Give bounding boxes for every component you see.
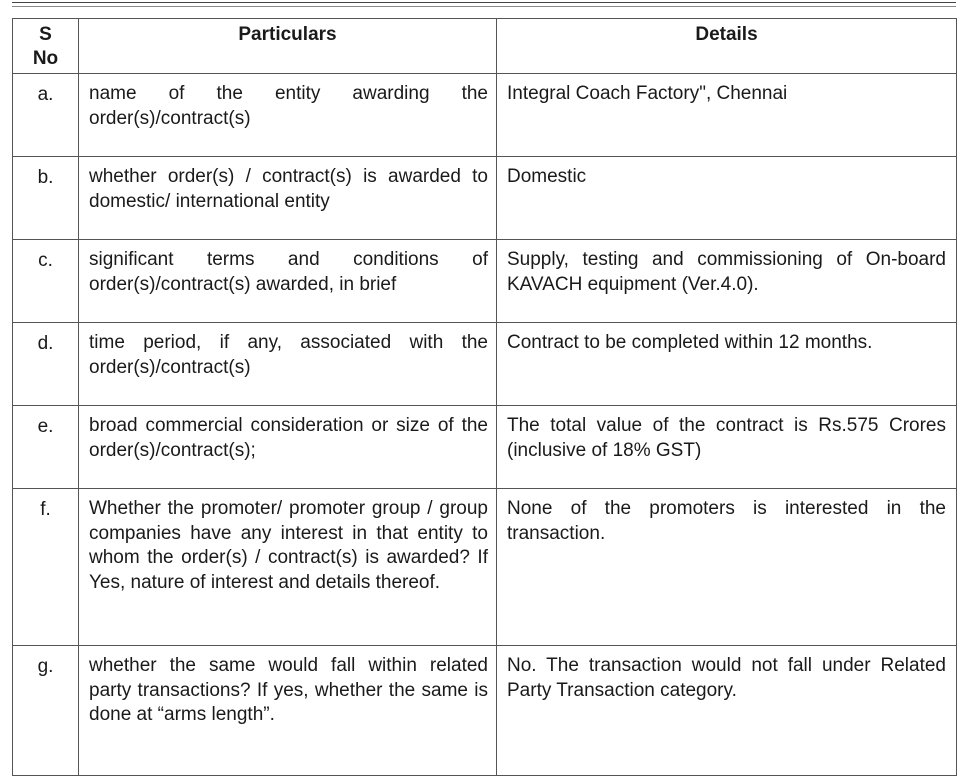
row-sno: g. [13,646,79,776]
top-rule-secondary [12,6,956,7]
table-row [13,74,957,157]
table-row [13,406,957,489]
row-sno: f. [13,489,79,646]
table-row [13,489,957,646]
row-details: Domestic [497,157,957,240]
row-details: No. The transaction would not fall under Related Party Transaction category. [497,646,957,776]
row-particulars: significant terms and conditions of order(s)/contract(s) awarded, in brief [79,240,497,323]
row-sno: a. [13,74,79,157]
row-details: Supply, testing and commissioning of On-board KAVACH equipment (Ver.4.0). [497,240,957,323]
row-particulars: Whether the promoter/ promoter group / group companies have any interest in that entity to whom the order(s) / contract(s) is awarded? If Yes, nature of interest and details thereof. [79,489,497,646]
top-rule [12,2,956,3]
disclosure-table [12,18,957,776]
row-particulars: whether order(s) / contract(s) is awarded to domestic/ international entity [79,157,497,240]
row-particulars: whether the same would fall within related party transactions? If yes, whether the same is done at “arms length”. [79,646,497,776]
header-sno-line2: No [32,48,59,69]
header-details: Details [497,19,957,74]
row-details: The total value of the contract is Rs.575 Crores (inclusive of 18% GST) [497,406,957,489]
row-particulars: broad commercial consideration or size of the order(s)/contract(s); [79,406,497,489]
table-row [13,157,957,240]
table-row [13,240,957,323]
header-sno-line1: S [39,24,52,45]
table-row [13,646,957,776]
row-particulars: name of the entity awarding the order(s)/contract(s) [79,74,497,157]
header-sno [13,19,79,74]
row-sno: d. [13,323,79,406]
row-details: Integral Coach Factory", Chennai [497,74,957,157]
row-sno: b. [13,157,79,240]
row-sno: e. [13,406,79,489]
table-row [13,323,957,406]
row-details: None of the promoters is interested in the transaction. [497,489,957,646]
header-particulars: Particulars [79,19,497,74]
table-header-row [13,19,957,74]
row-particulars: time period, if any, associated with the order(s)/contract(s) [79,323,497,406]
row-details: Contract to be completed within 12 months. [497,323,957,406]
row-sno: c. [13,240,79,323]
